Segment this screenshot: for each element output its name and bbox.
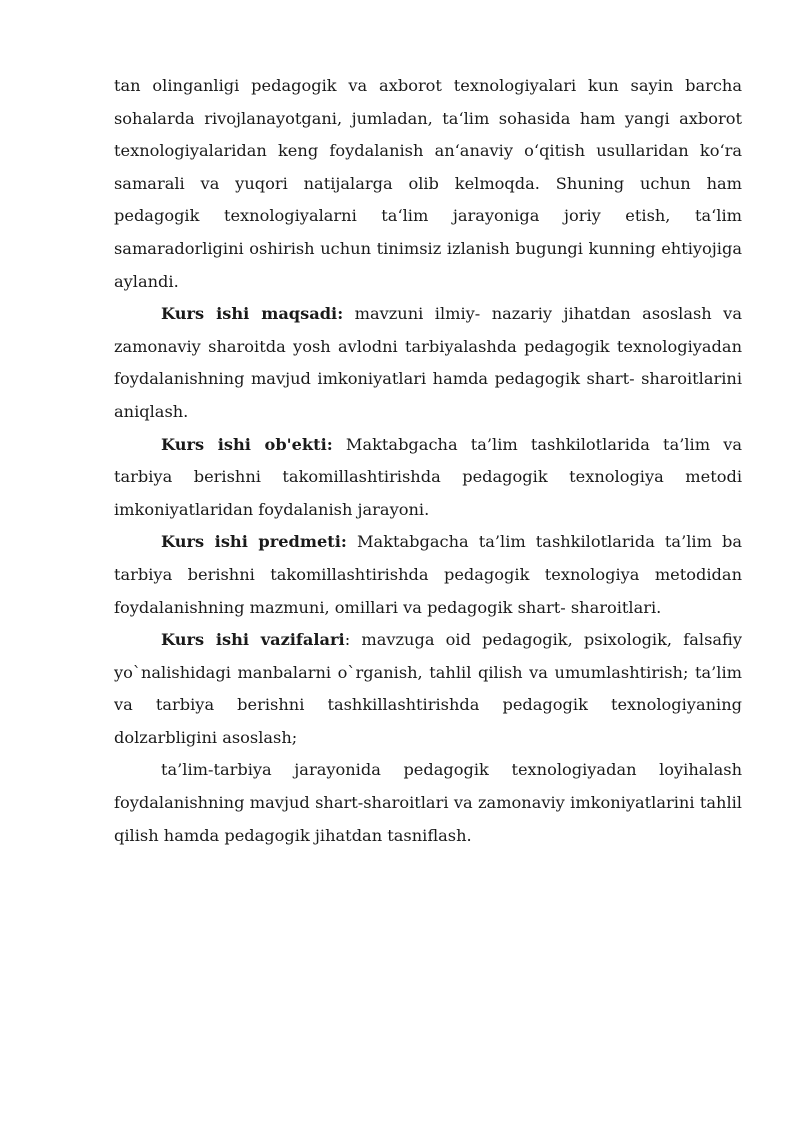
paragraph-subject (114, 526, 742, 624)
paragraph-intro-continuation (114, 70, 742, 298)
document-page (114, 70, 742, 852)
tasks-text: : mavzuga oid pedagogik, psixologik, falsafiy yo`nalishidagi manbalarni o`rganish, tahlil qilish va umumlashtirish; ta’lim va tarbiya berishni tashkillashtirishda pedagogik texnologiyaning dolzarbligini asoslash; (114, 630, 742, 747)
paragraph-object (114, 429, 742, 527)
object-text: Maktabgacha ta’lim tashkilotlarida ta’lim va tarbiya berishni takomillashtirishda pedagogik texnologiya metodi imkoniyatlaridan foydalanish jarayoni. (114, 434, 742, 519)
goal-text: mavzuni ilmiy- nazariy jihatdan asoslash va zamonaviy sharoitda yosh avlodni tarbiyalashda pedagogik texnologiyadan foydalanishning mavjud imkoniyatlari hamda pedagogik shart- sharoitlarini aniqlash. (114, 304, 742, 421)
paragraph-text: tan olinganligi pedagogik va axborot texnologiyalari kun sayin barcha sohalarda rivojlanayotgani, jumladan, ta‘lim sohasida ham yangi axborot texnologiyalaridan keng foydalanish an‘anaviy o‘qitish usullaridan ko‘ra samarali va yuqori natijalarga olib kelmoqda. Shuning uchun ham pedagogik texnologiyalarni ta‘lim jarayoniga joriy etish, ta‘lim samaradorligini oshirish uchun tinimsiz izlanish bugungi kunning ehtiyojiga aylandi. (114, 76, 742, 291)
goal-label: Kurs ishi maqsadi: (161, 304, 344, 324)
subject-text: Maktabgacha ta’lim tashkilotlarida ta’lim ba tarbiya berishni takomillashtirishda pedagogik texnologiya metodidan foydalanishning mazmuni, omillari va pedagogik shart- sharoitlari. (114, 532, 742, 617)
object-label: Kurs ishi ob'ekti: (161, 434, 333, 454)
tasks-label: Kurs ishi vazifalari (161, 630, 345, 650)
paragraph-goal (114, 298, 742, 428)
subject-label: Kurs ishi predmeti: (161, 532, 347, 552)
paragraph-tasks (114, 624, 742, 754)
paragraph-tasks-continued (114, 754, 742, 852)
tasks-continued-text: ta’lim-tarbiya jarayonida pedagogik texnologiyadan loyihalash foydalanishning mavjud shart-sharoitlari va zamonaviy imkoniyatlarini tahlil qilish hamda pedagogik jihatdan tasniflash. (114, 760, 742, 845)
